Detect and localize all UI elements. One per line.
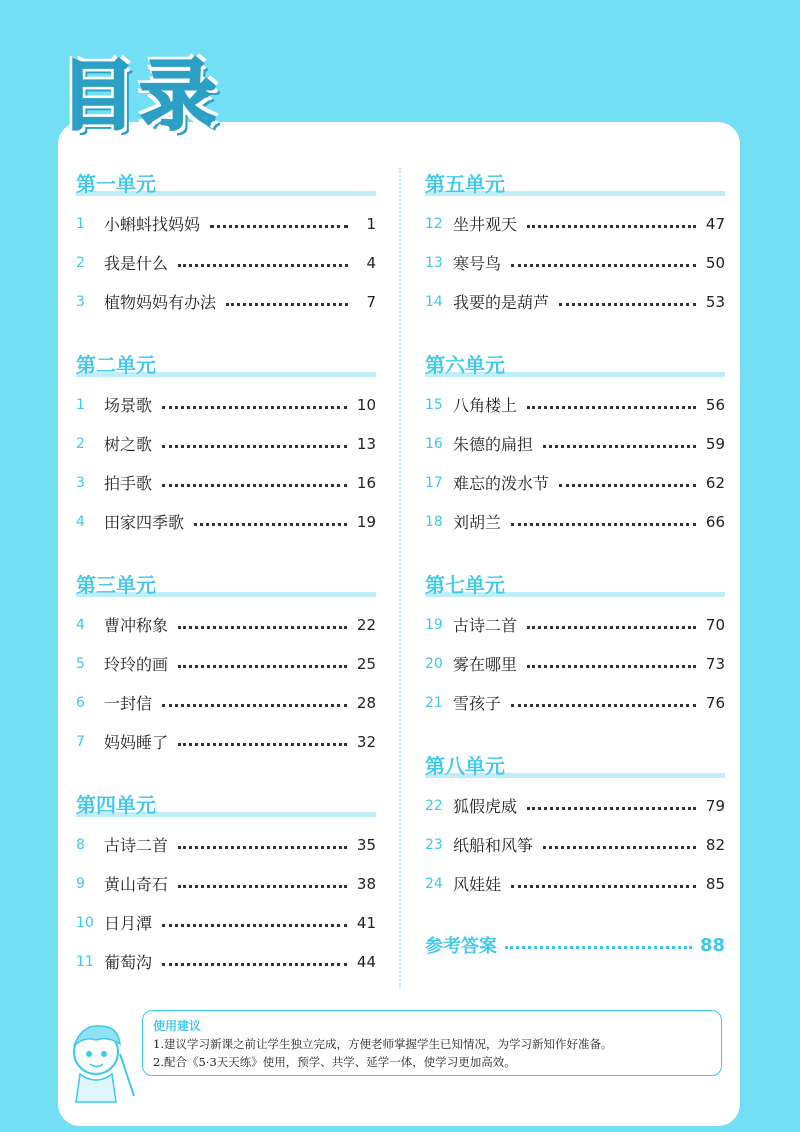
mascot-illustration bbox=[60, 1014, 140, 1104]
lesson-number: 21 bbox=[425, 694, 443, 711]
lesson-number: 18 bbox=[425, 513, 443, 530]
lesson-title: 古诗二首 bbox=[453, 616, 518, 635]
dot-leader bbox=[527, 624, 696, 629]
lesson-number: 19 bbox=[425, 616, 443, 633]
page-number: 53 bbox=[705, 292, 725, 311]
unit-heading bbox=[76, 569, 376, 601]
lesson-title: 雾在哪里 bbox=[453, 655, 518, 674]
page-number: 85 bbox=[705, 874, 725, 893]
page-number: 35 bbox=[356, 835, 376, 854]
page-number: 1 bbox=[366, 214, 376, 233]
lesson-title: 黄山奇石 bbox=[104, 875, 169, 894]
unit-section bbox=[76, 789, 376, 981]
toc-entry[interactable] bbox=[425, 243, 725, 282]
dot-leader bbox=[162, 443, 347, 448]
lesson-title: 我是什么 bbox=[104, 254, 169, 273]
unit-heading bbox=[425, 349, 725, 381]
lesson-number: 8 bbox=[76, 836, 85, 853]
unit-heading-text: 第四单元 bbox=[76, 793, 156, 817]
dot-leader bbox=[527, 805, 696, 810]
lesson-number: 2 bbox=[76, 254, 85, 271]
dot-leader bbox=[162, 482, 347, 487]
page-number: 38 bbox=[356, 874, 376, 893]
toc-entry[interactable] bbox=[76, 644, 376, 683]
toc-entry[interactable] bbox=[425, 864, 725, 903]
dot-leader bbox=[162, 922, 347, 927]
answers-entry[interactable] bbox=[425, 927, 725, 963]
lesson-title: 日月潭 bbox=[104, 914, 153, 933]
unit-heading bbox=[425, 750, 725, 782]
dot-leader bbox=[178, 624, 347, 629]
lesson-number: 4 bbox=[76, 616, 85, 633]
lesson-title: 我要的是葫芦 bbox=[453, 293, 550, 312]
dot-leader bbox=[162, 404, 347, 409]
lesson-title: 难忘的泼水节 bbox=[453, 474, 550, 493]
page-number: 32 bbox=[356, 732, 376, 751]
lesson-title: 刘胡兰 bbox=[453, 513, 502, 532]
lesson-number: 24 bbox=[425, 875, 443, 892]
lesson-number: 13 bbox=[425, 254, 443, 271]
unit-heading-text: 第二单元 bbox=[76, 353, 156, 377]
lesson-title: 玲玲的画 bbox=[104, 655, 169, 674]
answers-label: 参考答案 bbox=[425, 936, 497, 957]
dot-leader bbox=[559, 301, 696, 306]
page-number: 16 bbox=[356, 473, 376, 492]
lesson-number: 20 bbox=[425, 655, 443, 672]
lesson-title: 小蝌蚪找妈妈 bbox=[104, 215, 201, 234]
unit-section bbox=[425, 750, 725, 903]
page-number: 66 bbox=[705, 512, 725, 531]
dot-leader bbox=[543, 844, 696, 849]
lesson-title: 坐井观天 bbox=[453, 215, 518, 234]
lesson-number: 15 bbox=[425, 396, 443, 413]
dot-leader bbox=[162, 961, 347, 966]
unit-section bbox=[76, 569, 376, 761]
dot-leader bbox=[527, 404, 696, 409]
lesson-number: 3 bbox=[76, 293, 85, 310]
dot-leader bbox=[194, 521, 347, 526]
page-number: 10 bbox=[356, 395, 376, 414]
lesson-number: 7 bbox=[76, 733, 85, 750]
lesson-title: 植物妈妈有办法 bbox=[104, 293, 217, 312]
unit-heading-text: 第七单元 bbox=[425, 573, 505, 597]
unit-section bbox=[425, 349, 725, 541]
unit-section bbox=[425, 569, 725, 722]
usage-tip-line: 2.配合《5·3天天练》使用，预学、共学、延学一体，使学习更加高效。 bbox=[153, 1055, 516, 1069]
dot-leader bbox=[511, 702, 696, 707]
lesson-title: 狐假虎威 bbox=[453, 797, 518, 816]
dot-leader bbox=[559, 482, 696, 487]
toc-entry[interactable] bbox=[76, 864, 376, 903]
lesson-number: 4 bbox=[76, 513, 85, 530]
toc-entry[interactable] bbox=[76, 683, 376, 722]
unit-section bbox=[76, 349, 376, 541]
toc-entry[interactable] bbox=[76, 282, 376, 321]
page-number: 73 bbox=[705, 654, 725, 673]
dot-leader bbox=[505, 946, 692, 949]
unit-heading-text: 第六单元 bbox=[425, 353, 505, 377]
page-number: 82 bbox=[705, 835, 725, 854]
lesson-number: 10 bbox=[76, 914, 94, 931]
lesson-number: 6 bbox=[76, 694, 85, 711]
dot-leader bbox=[178, 844, 347, 849]
left-column bbox=[76, 168, 376, 981]
toc-entry[interactable] bbox=[76, 825, 376, 864]
dot-leader bbox=[226, 301, 348, 306]
page-number: 50 bbox=[705, 253, 725, 272]
lesson-number: 11 bbox=[76, 953, 94, 970]
dot-leader bbox=[178, 262, 348, 267]
page-number: 4 bbox=[366, 253, 376, 272]
page-number: 47 bbox=[705, 214, 725, 233]
page-number: 28 bbox=[356, 693, 376, 712]
right-column bbox=[425, 168, 725, 963]
lesson-number: 1 bbox=[76, 396, 85, 413]
unit-section bbox=[425, 168, 725, 321]
unit-section bbox=[76, 168, 376, 321]
lesson-number: 16 bbox=[425, 435, 443, 452]
toc-entry[interactable] bbox=[425, 605, 725, 644]
page-number: 19 bbox=[356, 512, 376, 531]
toc-entry[interactable] bbox=[76, 722, 376, 761]
lesson-title: 拍手歌 bbox=[104, 474, 153, 493]
toc-entry[interactable] bbox=[76, 903, 376, 942]
lesson-number: 23 bbox=[425, 836, 443, 853]
lesson-number: 12 bbox=[425, 215, 443, 232]
toc-entry[interactable] bbox=[425, 282, 725, 321]
toc-entry[interactable] bbox=[425, 204, 725, 243]
page-number: 62 bbox=[705, 473, 725, 492]
dot-leader bbox=[543, 443, 696, 448]
dot-leader bbox=[178, 741, 347, 746]
unit-heading bbox=[76, 789, 376, 821]
page-number: 25 bbox=[356, 654, 376, 673]
lesson-title: 场景歌 bbox=[104, 396, 153, 415]
column-divider bbox=[399, 168, 401, 988]
lesson-number: 9 bbox=[76, 875, 85, 892]
page-number: 79 bbox=[705, 796, 725, 815]
lesson-number: 3 bbox=[76, 474, 85, 491]
toc-entry[interactable] bbox=[425, 424, 725, 463]
toc-entry[interactable] bbox=[425, 786, 725, 825]
lesson-title: 纸船和风筝 bbox=[453, 836, 534, 855]
page-number: 70 bbox=[705, 615, 725, 634]
lesson-title: 朱德的扁担 bbox=[453, 435, 534, 454]
lesson-number: 1 bbox=[76, 215, 85, 232]
page-number: 13 bbox=[356, 434, 376, 453]
lesson-number: 14 bbox=[425, 293, 443, 310]
unit-heading-text: 第五单元 bbox=[425, 172, 505, 196]
dot-leader bbox=[178, 663, 347, 668]
page-number: 76 bbox=[705, 693, 725, 712]
lesson-title: 葡萄沟 bbox=[104, 953, 153, 972]
toc-entry[interactable] bbox=[425, 385, 725, 424]
lesson-title: 风娃娃 bbox=[453, 875, 502, 894]
toc-entry[interactable] bbox=[76, 502, 376, 541]
lesson-title: 一封信 bbox=[104, 694, 153, 713]
dot-leader bbox=[162, 702, 347, 707]
toc-entry[interactable] bbox=[76, 243, 376, 282]
lesson-title: 田家四季歌 bbox=[104, 513, 185, 532]
toc-entry[interactable] bbox=[425, 825, 725, 864]
page-title: 目录 bbox=[60, 51, 220, 140]
dot-leader bbox=[527, 663, 696, 668]
page-number: 56 bbox=[705, 395, 725, 414]
lesson-title: 树之歌 bbox=[104, 435, 153, 454]
usage-tips-title: 使用建议 bbox=[153, 1019, 202, 1033]
toc-entry[interactable] bbox=[76, 942, 376, 981]
lesson-title: 妈妈睡了 bbox=[104, 733, 169, 752]
page-number: 44 bbox=[356, 952, 376, 971]
toc-entry[interactable] bbox=[76, 605, 376, 644]
lesson-number: 17 bbox=[425, 474, 443, 491]
page-number: 59 bbox=[705, 434, 725, 453]
toc-entry[interactable] bbox=[425, 502, 725, 541]
lesson-number: 5 bbox=[76, 655, 85, 672]
unit-heading-text: 第三单元 bbox=[76, 573, 156, 597]
toc-entry[interactable] bbox=[76, 463, 376, 502]
lesson-title: 雪孩子 bbox=[453, 694, 502, 713]
toc-entry[interactable] bbox=[425, 683, 725, 722]
dot-leader bbox=[511, 262, 696, 267]
toc-entry[interactable] bbox=[76, 204, 376, 243]
toc-entry[interactable] bbox=[425, 463, 725, 502]
dot-leader bbox=[527, 223, 696, 228]
dot-leader bbox=[511, 883, 696, 888]
unit-heading bbox=[425, 569, 725, 601]
toc-entry[interactable] bbox=[76, 385, 376, 424]
lesson-title: 曹冲称象 bbox=[104, 616, 169, 635]
unit-heading bbox=[76, 168, 376, 200]
page-number: 41 bbox=[356, 913, 376, 932]
lesson-number: 2 bbox=[76, 435, 85, 452]
answers-page-number: 88 bbox=[699, 934, 725, 956]
toc-entry[interactable] bbox=[76, 424, 376, 463]
page-number: 22 bbox=[356, 615, 376, 634]
unit-heading bbox=[425, 168, 725, 200]
dot-leader bbox=[511, 521, 696, 526]
lesson-title: 古诗二首 bbox=[104, 836, 169, 855]
usage-tips-box bbox=[142, 1010, 722, 1076]
unit-heading-text: 第一单元 bbox=[76, 172, 156, 196]
page-number: 7 bbox=[366, 292, 376, 311]
toc-entry[interactable] bbox=[425, 644, 725, 683]
lesson-title: 八角楼上 bbox=[453, 396, 518, 415]
dot-leader bbox=[178, 883, 347, 888]
unit-heading bbox=[76, 349, 376, 381]
usage-tip-line: 1.建议学习新课之前让学生独立完成，方便老师掌握学生已知情况，为学习新知作好准备。 bbox=[153, 1037, 613, 1051]
dot-leader bbox=[210, 223, 348, 228]
lesson-title: 寒号鸟 bbox=[453, 254, 502, 273]
unit-heading-text: 第八单元 bbox=[425, 754, 505, 778]
lesson-number: 22 bbox=[425, 797, 443, 814]
